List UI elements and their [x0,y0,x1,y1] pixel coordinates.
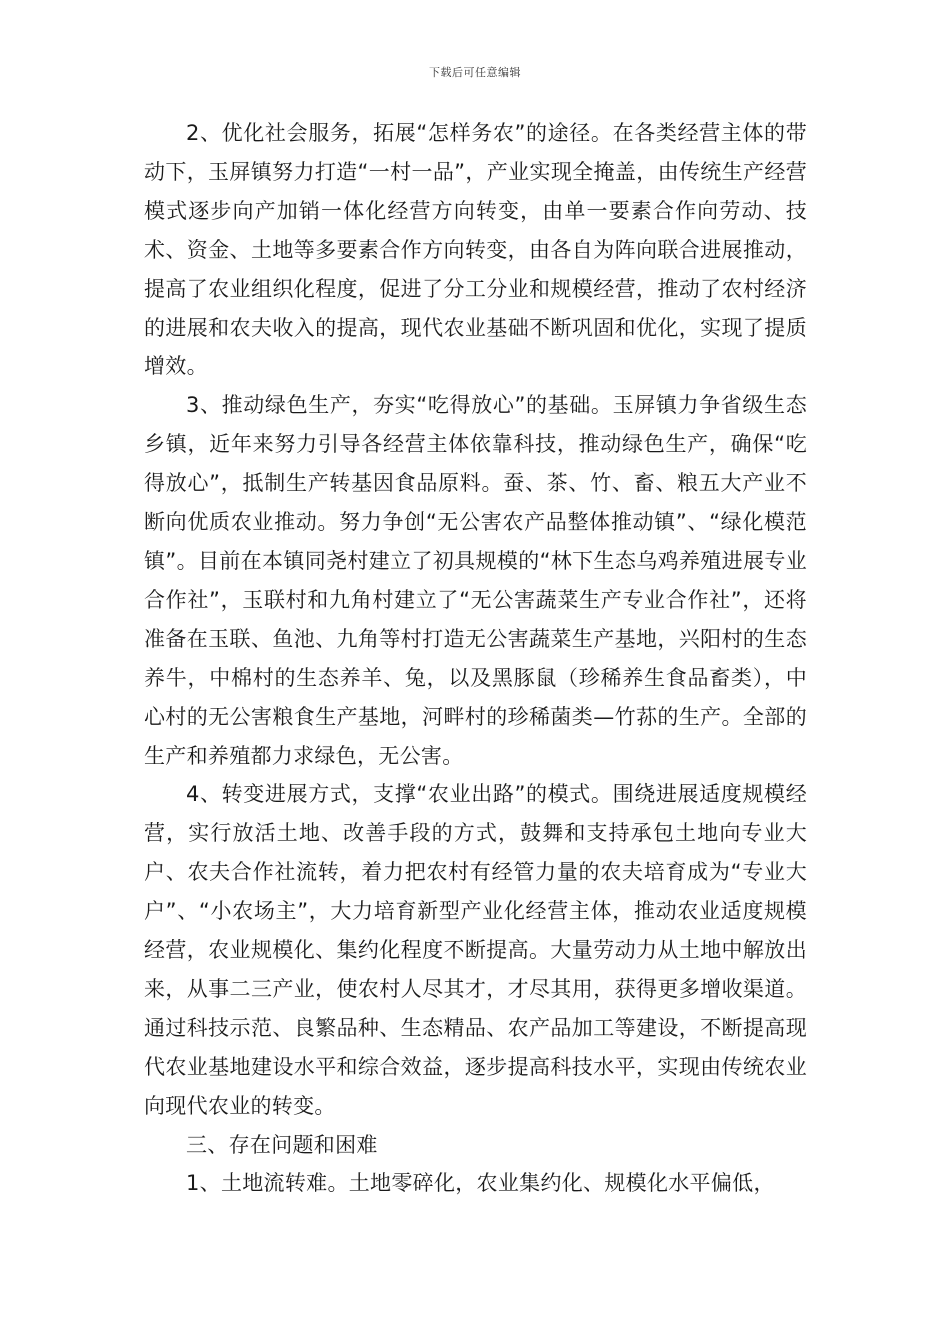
paragraph-problem-1: 1、土地流转难。土地零碎化，农业集约化、规模化水平偏低， [186,1171,775,1196]
paragraph-item-3: 3、推动绿色生产，夯实“吃得放心”的基础。玉屏镇力争省级生态乡镇，近年来努力引导各经营主体依靠科技，推动绿色生产，确保“吃得放心”，抵制生产转基因食品原料。蚕、茶、竹、畜、粮五大产业不断向优质农业推动。努力争创“无公害农产品整体推动镇”、“绿化模范镇”。目前在本镇同尧村建立了初具规模的“林下生态乌鸡养殖进展专业合作社”，玉联村和九角村建立了“无公害蔬菜生产专业合作社”，还将准备在玉联、鱼池、九角等村打造无公害蔬菜生产基地，兴阳村的生态养牛，中棉村的生态养羊、兔，以及黑豚鼠（珍稀养生食品畜类），中心村的无公害粮食生产基地，河畔村的珍稀菌类—竹荪的生产。全部的生产和养殖都力求绿色，无公害。 [144,393,807,768]
document-body [144,114,807,1203]
page-header: 下载后可任意编辑 [429,66,521,79]
paragraph-item-2: 2、优化社会服务，拓展“怎样务农”的途径。在各类经营主体的带动下，玉屏镇努力打造“一村一品”，产业实现全掩盖，由传统生产经营模式逐步向产加销一体化经营方向转变，由单一要素合作向劳动、技术、资金、土地等多要素合作方向转变，由各自为阵向联合进展推动，提高了农业组织化程度，促进了分工分业和规模经营，推动了农村经济的进展和农夫收入的提高，现代农业基础不断巩固和优化，实现了提质增效。 [144,121,807,379]
paragraph-item-4: 4、转变进展方式，支撑“农业出路”的模式。围绕进展适度规模经营，实行放活土地、改善手段的方式，鼓舞和支持承包土地向专业大户、农夫合作社流转，着力把农村有经管力量的农夫培育成为“专业大户”、“小农场主”，大力培育新型产业化经营主体，推动农业适度规模经营，农业规模化、集约化程度不断提高。大量劳动力从土地中解放出来，从事二三产业，使农村人尽其才，才尽其用，获得更多增收渠道。通过科技示范、良繁品种、生态精品、农产品加工等建设，不断提高现代农业基地建设水平和综合效益，逐步提高科技水平，实现由传统农业向现代农业的转变。 [144,782,807,1118]
section-heading-problems: 三、存在问题和困难 [186,1132,378,1157]
